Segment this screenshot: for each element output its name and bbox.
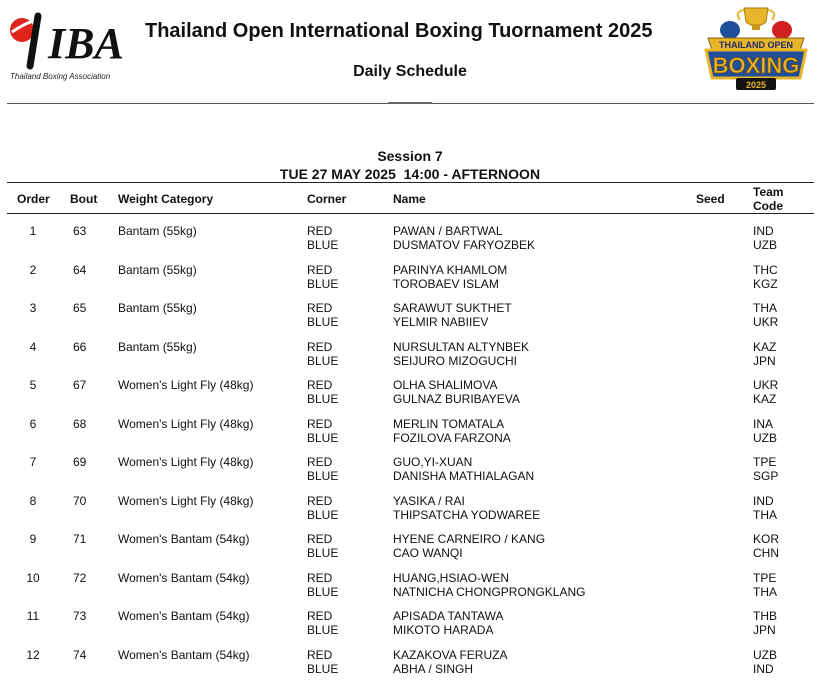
red-corner-label: RED	[307, 532, 333, 546]
blue-boxer-name: NATNICHA CHONGPRONGKLANG	[393, 584, 586, 599]
blue-boxer-name: DANISHA MATHIALAGAN	[393, 469, 535, 483]
weight-category-cell: Women's Light Fly (48kg)	[118, 378, 254, 392]
table-body	[7, 214, 814, 676]
blue-boxer-name: FOZILOVA FARZONA	[393, 430, 511, 445]
weight-category-cell: Women's Light Fly (48kg)	[118, 493, 254, 508]
trophy-badge-icon	[700, 4, 812, 92]
weight-category-cell: Women's Light Fly (48kg)	[118, 455, 254, 469]
red-corner-label: RED	[307, 339, 333, 354]
red-corner-label: RED	[307, 378, 333, 392]
order-cell: 11	[26, 609, 40, 623]
red-corner-label: RED	[307, 262, 333, 277]
red-corner-label: RED	[307, 493, 333, 508]
logo-text: IBA	[48, 19, 124, 68]
red-boxer-name: KAZAKOVA FERUZA	[393, 647, 508, 662]
red-team-code: TPE	[753, 455, 777, 469]
red-corner-label: RED	[307, 647, 333, 662]
red-boxer-name: APISADA TANTAWA	[393, 609, 504, 623]
blue-corner-label: BLUE	[307, 507, 339, 522]
header-bout: Bout	[70, 192, 98, 206]
table-row	[7, 445, 814, 484]
bout-cell: 64	[73, 262, 87, 277]
logo-caption: Thailand Boxing Association	[10, 72, 111, 81]
blue-corner-label: BLUE	[307, 469, 339, 483]
red-team-code: TPE	[753, 570, 777, 585]
blue-boxer-name: GULNAZ BURIBAYEVA	[393, 392, 520, 406]
bout-cell: 73	[73, 609, 87, 623]
header-weight-category: Weight Category	[118, 192, 214, 206]
blue-team-code: UZB	[753, 430, 777, 445]
red-corner-label: RED	[307, 224, 333, 238]
session-title: Session 7	[377, 148, 443, 164]
header-corner: Corner	[307, 192, 347, 206]
order-cell: 12	[26, 647, 40, 662]
red-corner-label: RED	[307, 570, 333, 585]
blue-boxer-name: YELMIR NABIIEV	[393, 315, 489, 329]
weight-category-cell: Women's Bantam (54kg)	[118, 570, 250, 585]
bout-cell: 67	[73, 378, 87, 392]
red-corner-label: RED	[307, 416, 333, 431]
blue-team-code: KAZ	[753, 392, 777, 406]
order-cell: 5	[29, 378, 37, 392]
red-boxer-name: HUANG,HSIAO-WEN	[393, 570, 510, 585]
blue-corner-label: BLUE	[307, 238, 339, 252]
red-team-code: THC	[753, 262, 778, 277]
weight-category-cell: Women's Bantam (54kg)	[118, 609, 250, 623]
red-corner-label: RED	[307, 455, 333, 469]
blue-corner-label: BLUE	[307, 430, 339, 445]
red-boxer-name: HYENE CARNEIRO / KANG	[393, 532, 546, 546]
red-team-code: INA	[753, 416, 774, 431]
bout-cell: 63	[73, 224, 87, 238]
badge-top-text: THAILAND OPEN	[719, 40, 793, 50]
blue-corner-label: BLUE	[307, 353, 339, 368]
blue-team-code: SGP	[753, 469, 779, 483]
blue-team-code: JPN	[753, 623, 776, 637]
blue-corner-label: BLUE	[307, 392, 339, 406]
table-header	[7, 183, 814, 214]
blue-corner-label: BLUE	[307, 661, 339, 676]
table-row	[7, 291, 814, 330]
table-row	[7, 368, 814, 407]
blue-team-code: IND	[753, 661, 774, 676]
order-cell: 4	[29, 339, 37, 354]
header-team-code	[753, 185, 783, 213]
blue-boxer-name: TOROBAEV ISLAM	[393, 276, 499, 291]
schedule-table	[7, 182, 814, 676]
bout-cell: 72	[73, 570, 87, 585]
bout-cell: 68	[73, 416, 87, 431]
bout-cell: 69	[73, 455, 87, 469]
red-team-code: KAZ	[753, 339, 777, 354]
red-boxer-name: GUO,YI-XUAN	[393, 455, 473, 469]
session-datetime: TUE 27 MAY 2025 14:00 - AFTERNOON	[279, 166, 541, 182]
table-row	[7, 522, 814, 561]
page-title: Thailand Open International Boxing Tuornament 2025	[145, 20, 653, 42]
header-order: Order	[17, 192, 50, 206]
red-corner-label: RED	[307, 301, 333, 315]
blue-team-code: JPN	[753, 353, 776, 368]
boxing-badge-logo	[700, 4, 812, 92]
red-boxer-name: YASIKA / RAI	[393, 493, 465, 508]
red-boxer-name: PAWAN / BARTWAL	[393, 224, 503, 238]
bout-cell: 66	[73, 339, 87, 354]
red-team-code: IND	[753, 224, 774, 238]
blue-team-code: CHN	[753, 546, 779, 560]
table-row	[7, 638, 814, 677]
red-corner-label: RED	[307, 609, 333, 623]
order-cell: 2	[29, 262, 37, 277]
table-row	[7, 253, 814, 292]
page-subtitle: Daily Schedule	[353, 63, 467, 80]
blue-boxer-name: THIPSATCHA YODWAREE	[393, 507, 541, 522]
blue-corner-label: BLUE	[307, 315, 339, 329]
red-boxer-name: MERLIN TOMATALA	[393, 416, 505, 431]
blue-corner-label: BLUE	[307, 546, 339, 560]
red-team-code: THA	[753, 301, 777, 315]
blue-boxer-name: MIKOTO HARADA	[393, 623, 494, 637]
table-row	[7, 407, 814, 446]
weight-category-cell: Bantam (55kg)	[118, 262, 197, 277]
weight-category-cell: Women's Light Fly (48kg)	[118, 416, 254, 431]
order-cell: 3	[29, 301, 37, 315]
weight-category-cell: Bantam (55kg)	[118, 339, 197, 354]
blue-team-code: THA	[753, 584, 777, 599]
blue-team-code: UKR	[753, 315, 779, 329]
blue-corner-label: BLUE	[307, 276, 339, 291]
blue-boxer-name: SEIJURO MIZOGUCHI	[393, 353, 518, 368]
blue-boxer-name: ABHA / SINGH	[393, 661, 474, 676]
bout-cell: 71	[73, 532, 87, 546]
weight-category-cell: Women's Bantam (54kg)	[118, 647, 250, 662]
table-row	[7, 599, 814, 638]
bout-cell: 74	[73, 647, 87, 662]
badge-main-text: BOXING	[712, 53, 800, 78]
header-team-line2: Code	[753, 199, 783, 213]
blue-boxer-name: CAO WANQI	[393, 546, 463, 560]
blue-corner-label: BLUE	[307, 584, 339, 599]
red-team-code: UZB	[753, 647, 777, 662]
table-row	[7, 561, 814, 600]
weight-category-cell: Bantam (55kg)	[118, 224, 197, 238]
bout-cell: 70	[73, 493, 87, 508]
table-row	[7, 214, 814, 253]
order-cell: 10	[26, 570, 40, 585]
red-boxer-name: PARINYA KHAMLOM	[393, 262, 508, 277]
blue-boxer-name: DUSMATOV FARYOZBEK	[393, 238, 536, 252]
red-team-code: IND	[753, 493, 774, 508]
bout-cell: 65	[73, 301, 87, 315]
order-cell: 7	[29, 455, 37, 469]
order-cell: 6	[29, 416, 37, 431]
blue-team-code: UZB	[753, 238, 777, 252]
order-cell: 9	[29, 532, 37, 546]
header-team-line1: Team	[753, 185, 784, 199]
weight-category-cell: Bantam (55kg)	[118, 301, 197, 315]
red-team-code: KOR	[753, 532, 780, 546]
table-row	[7, 330, 814, 369]
blue-team-code: THA	[753, 507, 777, 522]
header-seed: Seed	[696, 192, 725, 206]
red-boxer-name: NURSULTAN ALTYNBEK	[393, 339, 530, 354]
order-cell: 8	[29, 493, 37, 508]
order-cell: 1	[29, 224, 37, 238]
blue-corner-label: BLUE	[307, 623, 339, 637]
red-boxer-name: SARAWUT SUKTHET	[393, 301, 512, 315]
blue-team-code: KGZ	[753, 276, 778, 291]
badge-year-text: 2025	[745, 80, 767, 90]
red-boxer-name: OLHA SHALIMOVA	[393, 378, 498, 392]
header-divider-accent	[388, 102, 432, 104]
red-team-code: UKR	[753, 378, 779, 392]
weight-category-cell: Women's Bantam (54kg)	[118, 532, 250, 546]
header-name: Name	[393, 192, 426, 206]
table-row	[7, 484, 814, 523]
red-team-code: THB	[753, 609, 777, 623]
